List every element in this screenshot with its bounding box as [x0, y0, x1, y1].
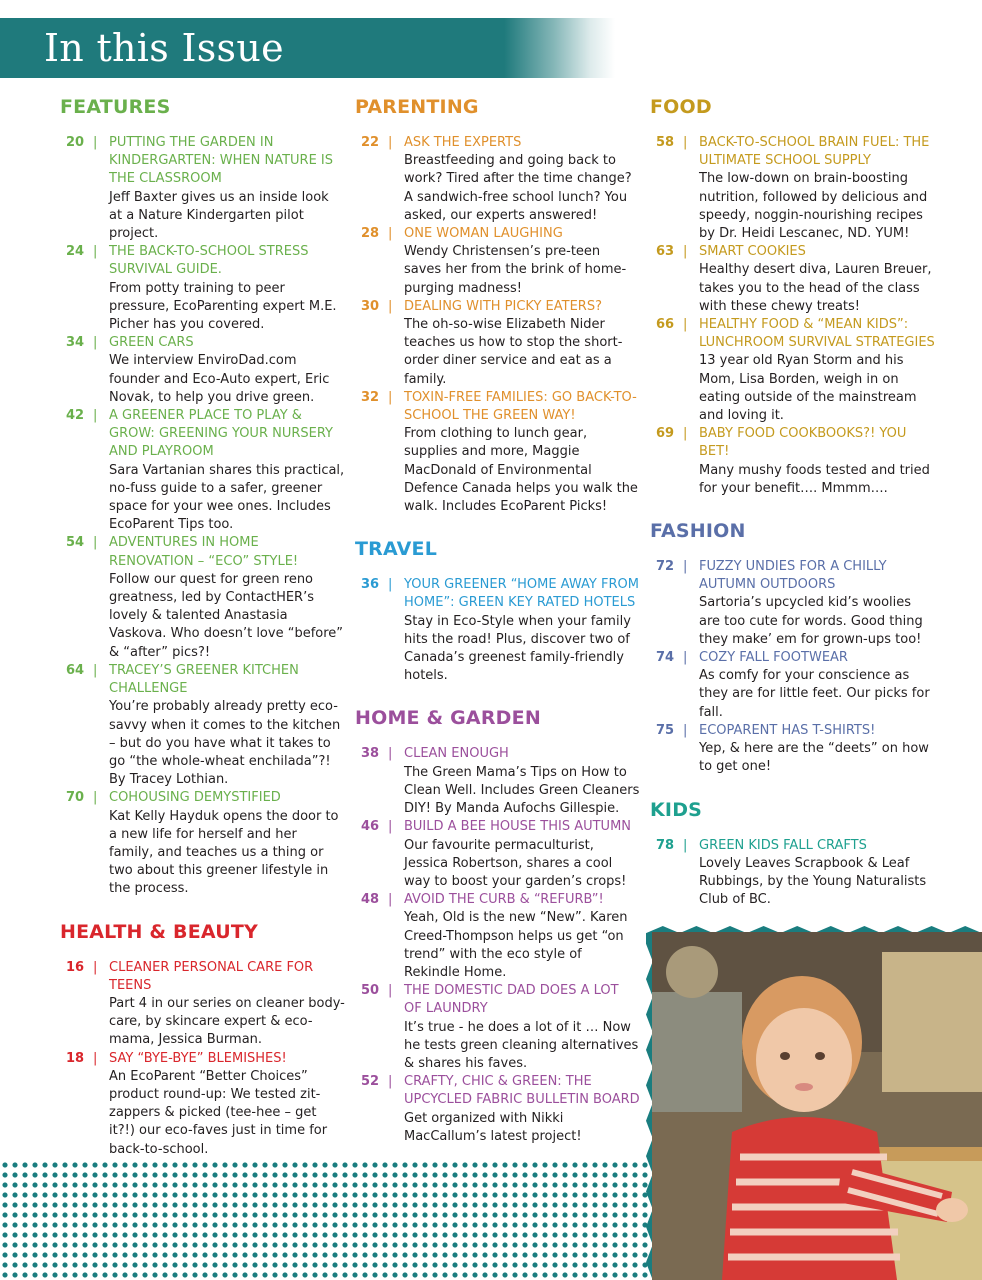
section-home-garden — [355, 707, 640, 1145]
toc-entry — [650, 316, 935, 425]
section-features — [60, 96, 345, 899]
separator: | — [683, 244, 688, 260]
page-number: 78 — [656, 837, 675, 853]
page-number: 32 — [361, 389, 380, 405]
toc-entry — [60, 789, 345, 898]
separator: | — [93, 790, 98, 806]
article-title: THE BACK-TO-SCHOOL STRESS SURVIVAL GUIDE. — [109, 244, 309, 278]
page-number: 74 — [656, 650, 675, 666]
separator: | — [93, 335, 98, 351]
separator: | — [683, 722, 688, 738]
separator: | — [683, 559, 688, 575]
page-number: 30 — [361, 298, 380, 314]
article-description: Lovely Leaves Scrapbook & Leaf Rubbings, by the Young Naturalists Club of BC. — [699, 855, 927, 908]
section-title-health-beauty: HEALTH & BEAUTY — [60, 920, 258, 943]
separator: | — [93, 135, 98, 150]
column-left — [60, 96, 345, 1181]
page-number: 52 — [361, 1074, 380, 1090]
article-title: BACK-TO-SCHOOL BRAIN FUEL: THE ULTIMATE SCHOOL SUPPLY — [699, 135, 930, 169]
page-number: 50 — [361, 983, 380, 999]
separator: | — [93, 535, 98, 551]
page-number: 48 — [361, 892, 380, 908]
toc-entry — [355, 982, 640, 1073]
section-food — [650, 96, 935, 498]
page-number: 42 — [66, 408, 85, 424]
toc-entry — [355, 298, 640, 389]
toc-entry — [60, 407, 345, 534]
toc-entry — [355, 576, 640, 685]
column-middle — [355, 96, 640, 1168]
article-title: YOUR GREENER “HOME AWAY FROM HOME”: GREEN KEY RATED HOTELS — [404, 577, 639, 611]
page-number: 16 — [66, 959, 85, 975]
separator: | — [388, 819, 393, 835]
page-number: 66 — [656, 317, 675, 333]
toc-entry — [650, 837, 935, 910]
separator: | — [388, 298, 393, 314]
article-description: The Green Mama’s Tips on How to Clean Well. Includes Green Cleaners DIY! By Manda Aufochs Gillespie. — [404, 764, 640, 817]
article-title: GREEN CARS — [109, 335, 194, 351]
separator: | — [388, 389, 393, 405]
page-number: 75 — [656, 722, 675, 738]
page-number: 38 — [361, 746, 380, 762]
article-title: ADVENTURES IN HOME RENOVATION – “ECO” STYLE! — [109, 535, 299, 569]
article-title: COHOUSING DEMYSTIFIED — [109, 790, 281, 806]
child-photo — [652, 932, 982, 1280]
toc-entry — [60, 959, 345, 1050]
page-number: 58 — [656, 135, 675, 150]
article-description: Wendy Christensen’s pre-teen saves her from the brink of home-purging madness! — [404, 244, 627, 296]
article-title: PUTTING THE GARDEN IN KINDERGARTEN: WHEN NATURE IS THE CLASSROOM — [109, 135, 334, 187]
article-title: THE DOMESTIC DAD DOES A LOT OF LAUNDRY — [404, 983, 619, 1017]
toc-entry — [355, 1073, 640, 1146]
article-description: Many mushy foods tested and tried for your benefit…. Mmmm…. — [699, 462, 930, 496]
separator: | — [388, 135, 393, 150]
article-title: SMART COOKIES — [699, 244, 806, 260]
article-description: Stay in Eco-Style when your family hits the road! Plus, discover two of Canada’s greenest family-friendly hotels. — [404, 613, 631, 684]
article-title: BUILD A BEE HOUSE THIS AUTUMN — [404, 819, 632, 835]
section-health-beauty — [60, 921, 345, 1159]
section-title-fashion: FASHION — [650, 520, 746, 543]
article-description: The low-down on brain-boosting nutrition, followed by delicious and speedy, noggin-nourishing recipes by Dr. Heidi Lescanec, ND. YUM! — [699, 171, 928, 242]
separator: | — [388, 226, 393, 242]
section-title-home-garden: HOME & GARDEN — [355, 707, 541, 730]
article-description: Breastfeeding and going back to work? Tired after the time change? A sandwich-free school lunch? You asked, our experts answered! — [404, 153, 632, 223]
article-description: As comfy for your conscience as they are for little feet. Our picks for fall. — [699, 668, 930, 720]
section-title-kids: KIDS — [650, 798, 703, 821]
page-number: 64 — [66, 662, 85, 678]
toc-entry — [355, 891, 640, 982]
separator: | — [93, 662, 98, 678]
separator: | — [93, 244, 98, 260]
page-number: 34 — [66, 335, 85, 351]
article-title: TOXIN-FREE FAMILIES: GO BACK-TO-SCHOOL THE GREEN WAY! — [404, 389, 637, 424]
separator: | — [388, 1074, 393, 1090]
toc-entry — [650, 243, 935, 316]
article-description: Get organized with Nikki MacCallum’s latest project! — [404, 1110, 582, 1144]
article-title: ASK THE EXPERTS — [404, 135, 522, 150]
separator: | — [683, 650, 688, 666]
toc-entry — [355, 225, 640, 298]
toc-entry — [650, 649, 935, 722]
page-number: 46 — [361, 819, 380, 835]
article-title: COZY FALL FOOTWEAR — [699, 650, 848, 666]
page-number: 20 — [66, 135, 85, 150]
toc-entry — [355, 745, 640, 818]
section-title-features: FEATURES — [60, 96, 171, 118]
article-title: ECOPARENT HAS T-SHIRTS! — [699, 722, 876, 738]
article-title: FUZZY UNDIES FOR A CHILLY AUTUMN OUTDOORS — [699, 559, 887, 593]
page-number: 72 — [656, 559, 675, 575]
section-travel — [355, 538, 640, 685]
article-title: DEALING WITH PICKY EATERS? — [404, 298, 602, 314]
section-kids — [650, 799, 935, 910]
toc-entry — [355, 389, 640, 516]
article-description: Kat Kelly Hayduk opens the door to a new life for herself and her family, and teaches us a thing or two about this greener lifestyle in the process. — [109, 808, 339, 897]
article-title: BABY FOOD COOKBOOKS?! YOU BET! — [699, 426, 907, 460]
page-title: In this Issue — [44, 26, 284, 70]
separator: | — [93, 1050, 98, 1066]
section-fashion — [650, 520, 935, 776]
separator: | — [93, 408, 98, 424]
separator: | — [388, 892, 393, 908]
toc-entry — [650, 425, 935, 498]
article-description: Healthy desert diva, Lauren Breuer, takes you to the head of the class with these chewy treats! — [699, 262, 932, 314]
article-title: GREEN KIDS FALL CRAFTS — [699, 837, 867, 853]
page-number: 63 — [656, 244, 675, 260]
separator: | — [683, 837, 688, 853]
separator: | — [683, 135, 688, 150]
toc-entry — [650, 134, 935, 243]
page-number: 24 — [66, 244, 85, 260]
article-description: Yep, & here are the “deets” on how to get one! — [699, 741, 929, 775]
article-description: Sara Vartanian shares this practical, no-fuss guide to a safer, greener space for your wee ones. Includes EcoParent Tips too. — [109, 462, 345, 533]
page-number: 18 — [66, 1050, 85, 1066]
section-title-parenting: PARENTING — [355, 96, 479, 118]
toc-entry — [60, 334, 345, 407]
separator: | — [388, 577, 393, 593]
article-title: TRACEY’S GREENER KITCHEN CHALLENGE — [109, 662, 299, 697]
toc-entry — [60, 134, 345, 243]
toc-entry — [650, 722, 935, 777]
header-banner — [0, 18, 615, 78]
article-description: Our favourite permaculturist, Jessica Robertson, shares a cool way to boost your garden’s crops! — [404, 837, 627, 889]
separator: | — [683, 317, 688, 333]
article-title: SAY “BYE-BYE” BLEMISHES! — [109, 1050, 287, 1066]
article-description: It’s true - he does a lot of it … Now he tests green cleaning alternatives & shares his faves. — [404, 1019, 639, 1071]
article-description: Jeff Baxter gives us an inside look at a Nature Kindergarten pilot project. — [109, 189, 329, 242]
page-number: 36 — [361, 577, 380, 593]
article-description: You’re probably already pretty eco-savvy when it comes to the kitchen – but do you have what it takes to go “the whole-wheat enchilada”?! By Tracey Lothian. — [109, 699, 341, 788]
page-number: 28 — [361, 226, 380, 242]
article-title: CLEANER PERSONAL CARE FOR TEENS — [109, 959, 314, 993]
child-illustration — [652, 932, 982, 1280]
article-description: Yeah, Old is the new “New”. Karen Creed-Thompson helps us get “on trend” with the eco style of Rekindle Home. — [404, 910, 628, 980]
toc-entry — [60, 662, 345, 789]
toc-entry — [355, 818, 640, 891]
separator: | — [93, 959, 98, 975]
article-description: From potty training to peer pressure, EcoParenting expert M.E. Picher has you covered. — [109, 280, 337, 333]
toc-entry — [60, 534, 345, 661]
toc-entry — [60, 243, 345, 334]
separator: | — [388, 746, 393, 762]
article-description: Sartoria’s upcycled kid’s woolies are too cute for words. Good thing they make’ em for grown-ups too! — [699, 595, 923, 647]
article-title: CRAFTY, CHIC & GREEN: THE UPCYCLED FABRIC BULLETIN BOARD — [404, 1074, 640, 1108]
article-description: Part 4 in our series on cleaner body-care, by skincare expert & eco-mama, Jessica Burman. — [109, 995, 345, 1048]
article-description: From clothing to lunch gear, supplies and more, Maggie MacDonald of Environmental Defence Canada helps you walk the walk. Includes EcoParent Picks! — [404, 426, 638, 515]
page-number: 70 — [66, 790, 85, 806]
column-right — [650, 96, 935, 931]
section-title-food: FOOD — [650, 96, 712, 118]
separator: | — [683, 426, 688, 442]
page-number: 22 — [361, 135, 380, 150]
article-title: HEALTHY FOOD & “MEAN KIDS”: LUNCHROOM SURVIVAL STRATEGIES — [699, 317, 935, 351]
section-parenting — [355, 96, 640, 516]
toc-entry — [60, 1050, 345, 1159]
article-description: An EcoParent “Better Choices” product round-up: We tested zit-zappers & picked (tee-hee – get it?!) our eco-faves just in time for back-to-school. — [109, 1068, 328, 1157]
article-title: ONE WOMAN LAUGHING — [404, 226, 563, 242]
article-description: 13 year old Ryan Storm and his Mom, Lisa Borden, weigh in on eating outside of the mainstream and loving it. — [699, 353, 917, 424]
section-title-travel: TRAVEL — [355, 538, 437, 561]
article-title: A GREENER PLACE TO PLAY & GROW: GREENING YOUR NURSERY AND PLAYROOM — [109, 408, 333, 460]
article-description: The oh-so-wise Elizabeth Nider teaches us how to stop the short-order diner service and eat as a family. — [404, 317, 623, 387]
article-title: AVOID THE CURB & “REFURB”! — [404, 892, 604, 908]
toc-entry — [650, 558, 935, 649]
page-number: 54 — [66, 535, 85, 551]
page-number: 69 — [656, 426, 675, 442]
article-description: We interview EnviroDad.com founder and Eco-Auto expert, Eric Novak, to help you drive green. — [109, 353, 330, 405]
toc-entry — [355, 134, 640, 225]
article-description: Follow our quest for green reno greatness, led by ContactHER’s lovely & talented Anastasia Vaskova. Who doesn’t love “before” & “after” pics?! — [109, 571, 344, 660]
separator: | — [388, 983, 393, 999]
article-title: CLEAN ENOUGH — [404, 746, 509, 762]
